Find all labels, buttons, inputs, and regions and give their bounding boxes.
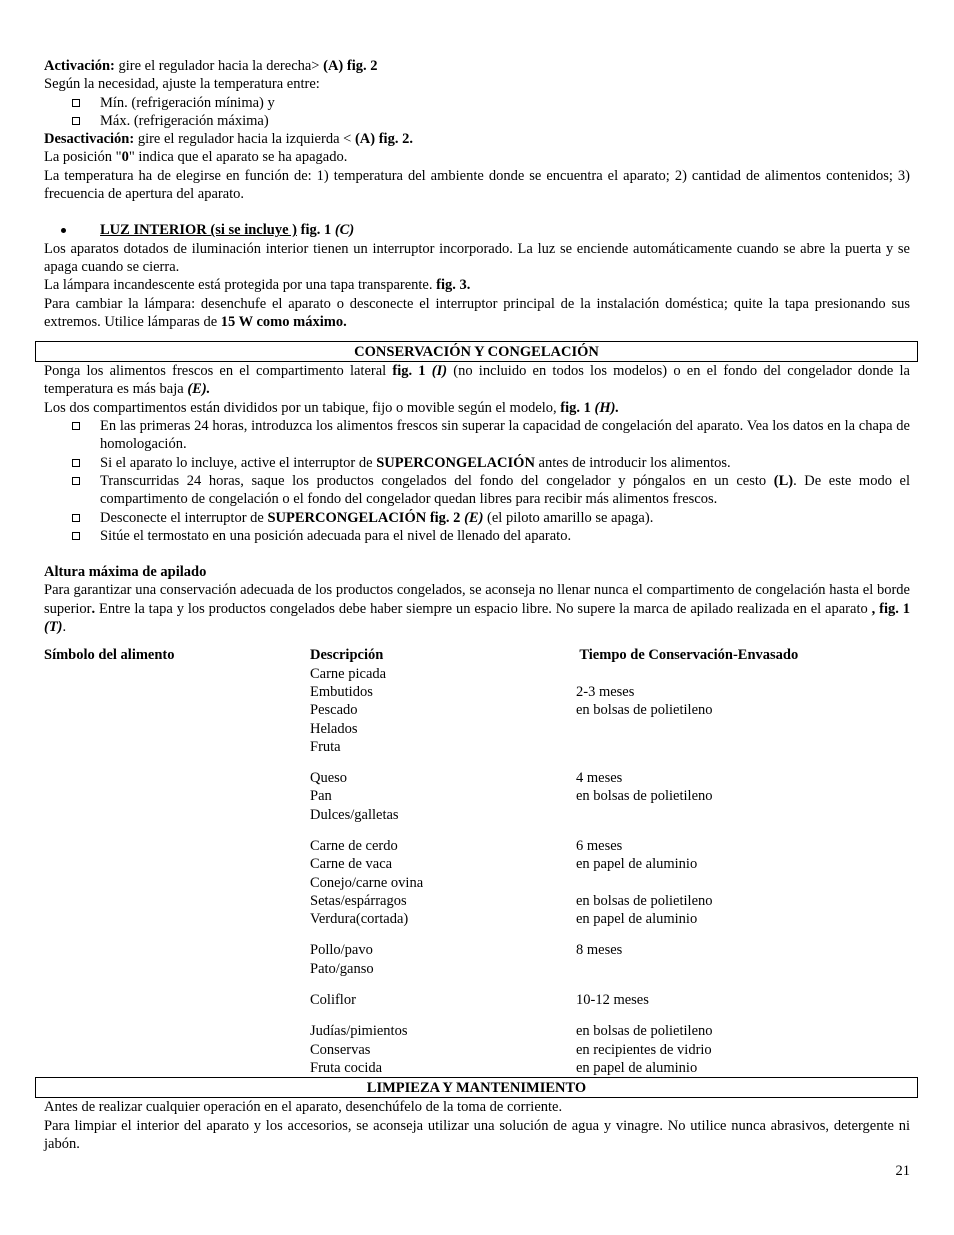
table-cell-tiempo <box>576 806 910 824</box>
checkbox-bullet-icon <box>72 477 80 485</box>
table-cell-descripcion: Fruta <box>310 738 341 755</box>
table-row <box>44 892 910 910</box>
column-header-descripcion: Descripción <box>310 647 384 664</box>
table-group <box>44 1022 910 1077</box>
table-cell-simbolo <box>44 720 310 738</box>
table-row <box>44 991 910 1009</box>
luz-paragraph-1: Los aparatos dotados de iluminación interior tienen un interruptor incorporado. La luz se enciende automáticamente cuando se abre la puerta y se apaga cuando se cierra. <box>44 240 910 275</box>
table-row <box>44 738 910 756</box>
conservacion-paragraph-2: Los dos compartimentos están divididos por un tabique, fijo o movible según el modelo, fig. 1 (H). <box>44 399 620 416</box>
table-cell-descripcion: Pollo/pavo <box>310 942 373 959</box>
table-cell-simbolo <box>44 787 310 805</box>
table-cell-descripcion: Pescado <box>310 702 358 719</box>
table-group <box>44 991 910 1009</box>
table-cell-simbolo <box>44 855 310 873</box>
table-cell-descripcion: Pato/ganso <box>310 960 374 977</box>
table-cell-tiempo: 6 meses <box>576 837 623 854</box>
checkbox-bullet-icon <box>72 422 80 430</box>
table-cell-simbolo <box>44 991 310 1009</box>
section-header-limpieza: LIMPIEZA Y MANTENIMIENTO <box>35 1077 918 1098</box>
table-cell-tiempo: en bolsas de polietileno <box>576 1023 713 1040</box>
table-cell-descripcion: Carne de cerdo <box>310 837 398 854</box>
limpieza-paragraph-2: Para limpiar el interior del aparato y los accesorios, se aconseja utilizar una solución de agua y vinagre. No utilice nunca abrasivos, detergente ni jabón. <box>44 1117 910 1152</box>
list-item: Desconecte el interruptor de SUPERCONGELACIÓN fig. 2 (E) (el piloto amarillo se apaga). <box>100 509 910 527</box>
checkbox-bullet-icon <box>72 532 80 540</box>
table-cell-tiempo <box>576 874 910 892</box>
table-row <box>44 787 910 805</box>
luz-paragraph-2: La lámpara incandescente está protegida por una tapa transparente. fig. 3. <box>44 277 471 294</box>
table-row <box>44 855 910 873</box>
altura-heading: Altura máxima de apilado <box>44 564 207 581</box>
table-cell-tiempo: en papel de aluminio <box>576 1059 698 1076</box>
table-row <box>44 665 910 683</box>
table-cell-simbolo <box>44 1041 310 1059</box>
table-cell-descripcion: Pan <box>310 788 332 805</box>
table-cell-simbolo <box>44 874 310 892</box>
table-cell-simbolo <box>44 910 310 928</box>
temperatura-paragraph: La temperatura ha de elegirse en función de: 1) temperatura del ambiente donde se encuentra el aparato; 2) cantidad de alimentos contenidos; 3) frecuencia de apertura del aparato. <box>44 167 910 203</box>
luz-paragraph-3: Para cambiar la lámpara: desenchufe el aparato o desconecte el interruptor principal de la instalación doméstica; quite la tapa presionando sus extremos. Utilice lámparas de 15 W como máximo. <box>44 295 910 330</box>
list-item: Sitúe el termostato en una posición adecuada para el nivel de llenado del aparato. <box>100 527 910 545</box>
table-group <box>44 941 910 978</box>
table-cell-descripcion: Helados <box>310 720 358 737</box>
list-item: Mín. (refrigeración mínima) y <box>100 94 910 112</box>
table-cell-descripcion: Conservas <box>310 1041 371 1058</box>
table-row <box>44 960 910 978</box>
checkbox-bullet-icon <box>72 99 80 107</box>
table-row <box>44 941 910 959</box>
table-row <box>44 1059 910 1077</box>
table-cell-simbolo <box>44 738 310 756</box>
table-cell-tiempo: en bolsas de polietileno <box>576 788 713 805</box>
table-row <box>44 720 910 738</box>
list-item: Transcurridas 24 horas, saque los productos congelados del fondo del congelador y póngalos en un cesto (L). De este modo el compartimento de congelación o el fondo del congelador quedan libres para recibir más alimentos frescos. <box>100 472 910 509</box>
spacer <box>44 545 910 563</box>
list-item: Máx. (refrigeración máxima) <box>100 112 910 130</box>
list-item: En las primeras 24 horas, introduzca los alimentos frescos sin superar la capacidad de congelación del aparato. Vea los datos en la chapa de homologación. <box>100 417 910 454</box>
section-header-conservacion: CONSERVACIÓN Y CONGELACIÓN <box>35 341 918 362</box>
altura-paragraph: Para garantizar una conservación adecuada de los productos congelados, se aconseja no llenar nunca el compartimento de congelación hasta el borde superior. Entre la tapa y los productos congelados debe haber siempre un espacio libre. No supere la marca de apilado realizada en el aparato , fig. 1 (T). <box>44 582 911 636</box>
table-cell-simbolo <box>44 1022 310 1040</box>
checkbox-bullet-icon <box>72 117 80 125</box>
table-cell-descripcion: Setas/espárragos <box>310 892 407 909</box>
table-cell-tiempo: 10-12 meses <box>576 992 649 1009</box>
table-group <box>44 769 910 824</box>
table-cell-simbolo <box>44 960 310 978</box>
table-group <box>44 665 910 756</box>
table-cell-simbolo <box>44 892 310 910</box>
spacer <box>44 203 910 221</box>
table-cell-descripcion: Embutidos <box>310 683 373 700</box>
table-cell-tiempo <box>576 720 910 738</box>
checkbox-bullet-icon <box>72 514 80 522</box>
table-cell-tiempo: 4 meses <box>576 770 623 787</box>
column-header-tiempo: Tiempo de Conservación-Envasado <box>576 647 799 664</box>
table-row <box>44 910 910 928</box>
luz-interior-heading: LUZ INTERIOR (si se incluye ) fig. 1 (C) <box>44 221 910 239</box>
table-row <box>44 874 910 892</box>
table-cell-tiempo: en recipientes de vidrio <box>576 1041 712 1058</box>
conservation-table <box>44 646 910 1077</box>
table-cell-descripcion: Queso <box>310 770 348 787</box>
table-row <box>44 683 910 701</box>
table-cell-simbolo <box>44 941 310 959</box>
table-cell-descripcion: Dulces/galletas <box>310 806 399 823</box>
table-cell-tiempo: 2-3 meses <box>576 683 635 700</box>
table-cell-tiempo: 8 meses <box>576 942 623 959</box>
table-cell-descripcion: Judías/pimientos <box>310 1023 408 1040</box>
table-cell-simbolo <box>44 769 310 787</box>
table-cell-simbolo <box>44 1059 310 1077</box>
table-row <box>44 1041 910 1059</box>
table-cell-descripcion: Fruta cocida <box>310 1059 383 1076</box>
table-cell-simbolo <box>44 806 310 824</box>
segun-line: Según la necesidad, ajuste la temperatura entre: <box>44 76 320 93</box>
table-header-row <box>44 646 910 664</box>
checkbox-bullet-icon <box>72 459 80 467</box>
table-cell-simbolo <box>44 665 310 683</box>
table-cell-tiempo: en papel de aluminio <box>576 856 698 873</box>
table-cell-simbolo <box>44 683 310 701</box>
list-item: Si el aparato lo incluye, active el interruptor de SUPERCONGELACIÓN antes de introducir los alimentos. <box>100 454 910 472</box>
spacer <box>44 636 910 646</box>
limpieza-paragraph-1: Antes de realizar cualquier operación en el aparato, desenchúfelo de la toma de corriente. <box>44 1099 563 1116</box>
desactivacion-line: Desactivación: gire el regulador hacia la izquierda < (A) fig. 2. <box>44 131 413 148</box>
table-cell-descripcion: Verdura(cortada) <box>310 911 409 928</box>
table-cell-tiempo: en bolsas de polietileno <box>576 702 713 719</box>
table-cell-descripcion: Conejo/carne ovina <box>310 874 424 891</box>
document-page <box>44 57 910 1153</box>
table-cell-tiempo <box>576 665 910 683</box>
table-group <box>44 837 910 928</box>
column-header-simbolo: Símbolo del alimento <box>44 647 175 664</box>
table-cell-tiempo <box>576 960 910 978</box>
activacion-line: Activación: gire el regulador hacia la derecha> (A) fig. 2 <box>44 58 378 74</box>
spacer <box>44 331 910 341</box>
table-row <box>44 837 910 855</box>
bullet-dot-icon <box>61 228 66 233</box>
table-row <box>44 701 910 719</box>
table-cell-descripcion: Coliflor <box>310 992 356 1009</box>
table-cell-descripcion: Carne de vaca <box>310 856 393 873</box>
conservacion-paragraph-1: Ponga los alimentos frescos en el compartimento lateral fig. 1 (I) (no incluido en todos los modelos) o en el fondo del congelador donde la temperatura es más baja (E). <box>44 363 910 398</box>
table-cell-simbolo <box>44 837 310 855</box>
table-body <box>44 665 910 1078</box>
table-cell-tiempo: en papel de aluminio <box>576 911 698 928</box>
table-row <box>44 769 910 787</box>
table-cell-tiempo: en bolsas de polietileno <box>576 892 713 909</box>
temp-range-list <box>44 94 910 131</box>
conservacion-list <box>44 417 910 545</box>
table-row <box>44 1022 910 1040</box>
page-number: 21 <box>895 1163 910 1179</box>
table-row <box>44 806 910 824</box>
table-cell-simbolo <box>44 701 310 719</box>
posicion-line: La posición "0" indica que el aparato se ha apagado. <box>44 149 348 166</box>
table-cell-descripcion: Carne picada <box>310 665 387 682</box>
table-cell-tiempo <box>576 738 910 756</box>
